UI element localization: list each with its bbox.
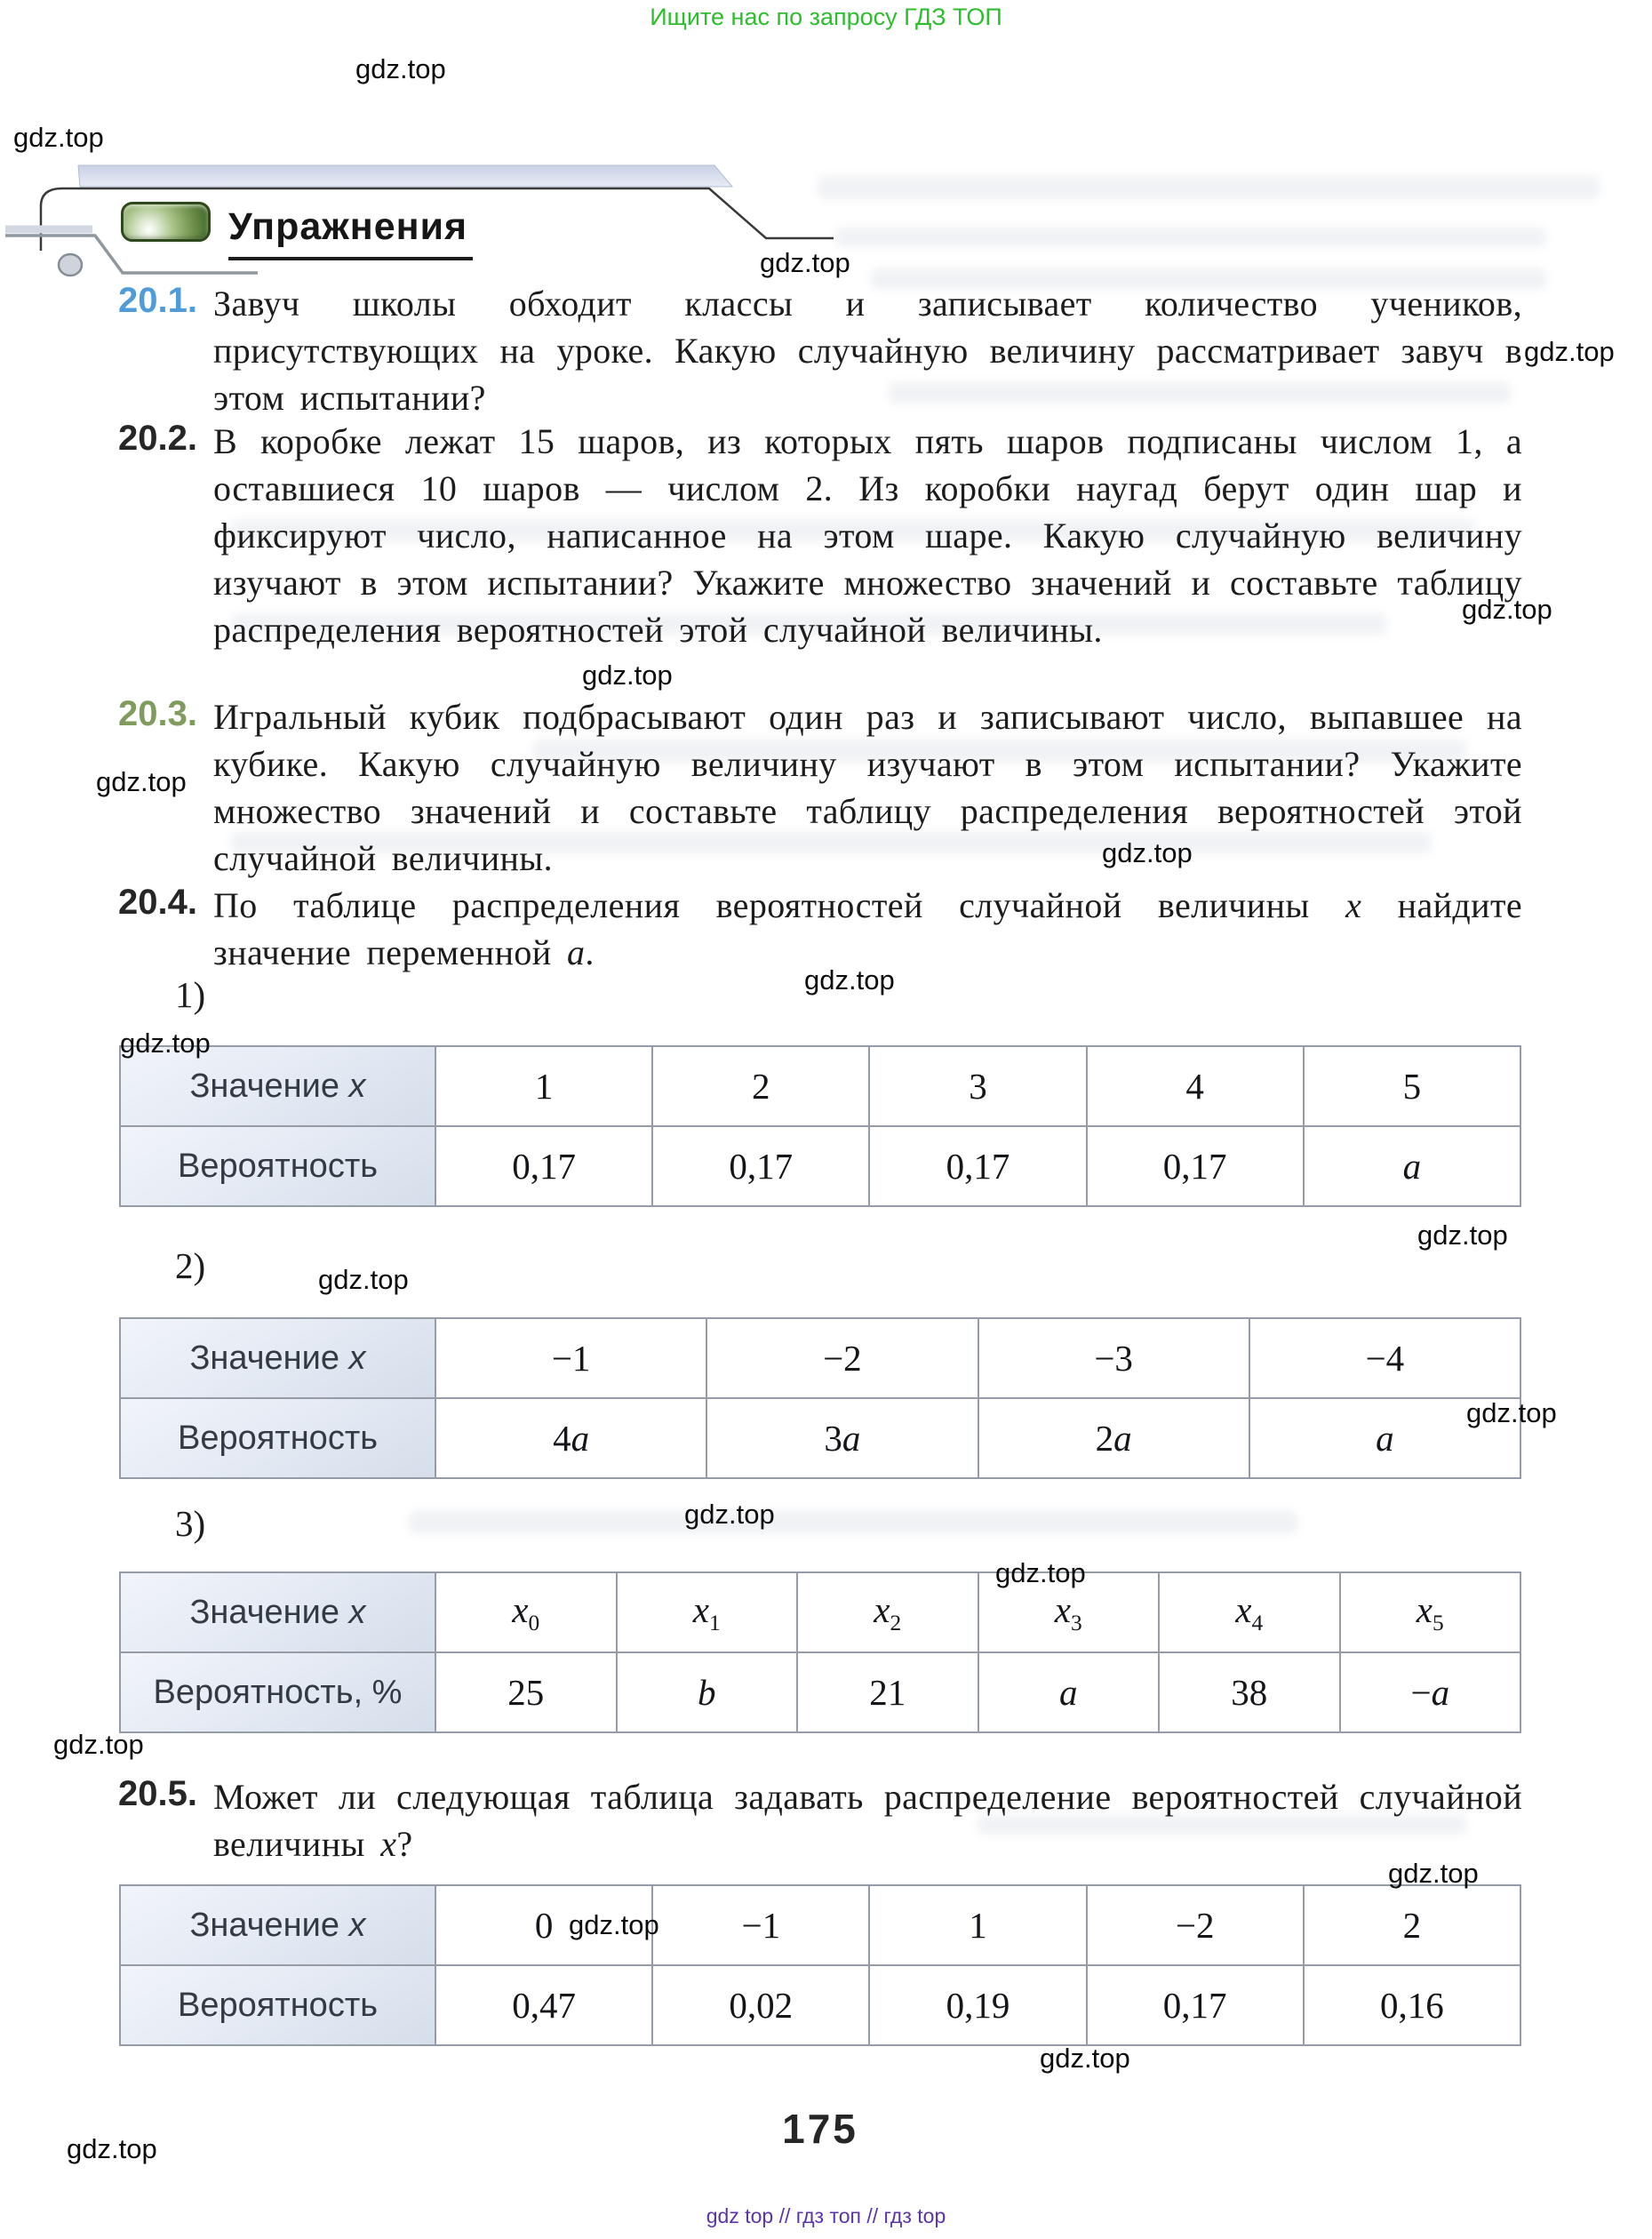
value-cell: 4 bbox=[1087, 1046, 1304, 1126]
exercise-badge-icon bbox=[121, 202, 211, 242]
watermark: gdz.top bbox=[1524, 336, 1615, 367]
watermark: gdz.top bbox=[96, 766, 187, 797]
problem-item-20-1 bbox=[118, 280, 1522, 421]
problem-number: 20.2. bbox=[118, 419, 197, 458]
problem-text: Может ли следующая таблица задавать распределение вероятностей случайной величины x? bbox=[213, 1777, 1522, 1864]
value-cell: 1 bbox=[869, 1885, 1086, 1965]
row-label-cell: Вероятность bbox=[120, 1126, 435, 1206]
watermark: gdz.top bbox=[1102, 837, 1193, 868]
table-row-values bbox=[120, 1572, 1520, 1652]
table-row-probabilities bbox=[120, 1398, 1520, 1478]
row-label-cell: Значение x bbox=[120, 1572, 435, 1652]
value-cell: $x_4$ bbox=[1159, 1572, 1340, 1652]
value-cell: −2 bbox=[1087, 1885, 1304, 1965]
value-cell: −a bbox=[1340, 1652, 1521, 1732]
table-row-values bbox=[120, 1046, 1520, 1126]
problem-item-20-4 bbox=[118, 882, 1522, 976]
problem-number: 20.5. bbox=[118, 1774, 197, 1813]
bleedthrough-artifact bbox=[409, 1511, 1297, 1534]
subitem-label-2: 2) bbox=[175, 1245, 206, 1286]
value-cell: 0,17 bbox=[435, 1126, 652, 1206]
value-cell: b bbox=[617, 1652, 798, 1732]
table-row-probabilities bbox=[120, 1965, 1520, 2045]
value-cell: 1 bbox=[435, 1046, 652, 1126]
watermark: gdz.top bbox=[53, 1729, 144, 1760]
problem-text: Игральный кубик подбрасывают один раз и записывают число, выпавшее на кубике. Какую случайную величину изучают в этом испытании? Укажите множество значений и составьте таблицу распределения вероятностей этой случайной величины. bbox=[213, 697, 1522, 878]
value-cell: 5 bbox=[1304, 1046, 1520, 1126]
value-cell: $x_3$ bbox=[978, 1572, 1160, 1652]
value-cell: 2 bbox=[652, 1046, 869, 1126]
watermark: gdz.top bbox=[995, 1557, 1086, 1588]
row-label-cell: Вероятность, % bbox=[120, 1652, 435, 1732]
watermark: gdz.top bbox=[1417, 1219, 1508, 1251]
row-label-cell: Вероятность bbox=[120, 1398, 435, 1478]
value-cell: 0 bbox=[435, 1885, 652, 1965]
value-cell: $x_2$ bbox=[797, 1572, 978, 1652]
value-cell: a bbox=[1304, 1126, 1520, 1206]
distribution-table-1 bbox=[119, 1045, 1521, 1207]
value-cell: 4a bbox=[435, 1398, 706, 1478]
row-label-cell: Значение x bbox=[120, 1318, 435, 1398]
watermark: gdz.top bbox=[13, 122, 104, 153]
value-cell: 21 bbox=[797, 1652, 978, 1732]
problem-text: По таблице распределения вероятностей случайной величины x найдите значение переменной a. bbox=[213, 885, 1522, 972]
watermark: gdz.top bbox=[804, 964, 895, 996]
value-cell: $x_0$ bbox=[435, 1572, 617, 1652]
row-label-cell: Значение x bbox=[120, 1885, 435, 1965]
problem-item-20-5 bbox=[118, 1773, 1522, 1867]
table-row-probabilities bbox=[120, 1652, 1520, 1732]
watermark: gdz.top bbox=[760, 247, 850, 278]
problem-number: 20.3. bbox=[118, 694, 197, 733]
watermark: gdz.top bbox=[684, 1499, 775, 1530]
distribution-table-4 bbox=[119, 1884, 1521, 2046]
value-cell: 0,17 bbox=[869, 1126, 1086, 1206]
subitem-label-3: 3) bbox=[175, 1503, 206, 1544]
watermark: gdz.top bbox=[1466, 1397, 1557, 1428]
problem-number: 20.4. bbox=[118, 883, 197, 922]
problem-item-20-3 bbox=[118, 693, 1522, 882]
value-cell: 3a bbox=[706, 1398, 978, 1478]
bleedthrough-artifact bbox=[818, 176, 1600, 199]
value-cell: −1 bbox=[652, 1885, 869, 1965]
watermark: gdz.top bbox=[318, 1264, 409, 1295]
footer-promo-text: gdz top // гдз топ // гдз top bbox=[706, 2204, 946, 2227]
table-row-values bbox=[120, 1318, 1520, 1398]
row-label-cell: Значение x bbox=[120, 1046, 435, 1126]
row-label-cell: Вероятность bbox=[120, 1965, 435, 2045]
watermark: gdz.top bbox=[1040, 2043, 1130, 2074]
value-cell: 0,17 bbox=[1087, 1126, 1304, 1206]
watermark: gdz.top bbox=[1388, 1858, 1479, 1889]
value-cell: −4 bbox=[1249, 1318, 1520, 1398]
value-cell: 0,19 bbox=[869, 1965, 1086, 2045]
watermark: gdz.top bbox=[355, 53, 446, 84]
value-cell: −1 bbox=[435, 1318, 706, 1398]
value-cell: 2a bbox=[978, 1398, 1249, 1478]
table-row-probabilities bbox=[120, 1126, 1520, 1206]
binder-hole-icon bbox=[59, 254, 82, 276]
bleedthrough-artifact bbox=[835, 228, 1546, 247]
value-cell: 0,02 bbox=[652, 1965, 869, 2045]
problem-text: Завуч школы обходит классы и записывает количество учеников, присутствующих на уроке. Какую случайную величину рассматривает завуч в этом испытании? bbox=[213, 284, 1522, 418]
distribution-table-3 bbox=[119, 1571, 1521, 1733]
table-row-values bbox=[120, 1885, 1520, 1965]
value-cell: 0,17 bbox=[1087, 1965, 1304, 2045]
problem-text: В коробке лежат 15 шаров, из которых пять шаров подписаны числом 1, а оставшиеся 10 шаров — числом 2. Из коробки наугад берут один шар и фиксируют число, написанное на этом шаре. Какую случайную величину изучают в этом испытании? Укажите множество значений и составьте таблицу распределения вероятностей этой случайной величины. bbox=[213, 421, 1522, 650]
value-cell: 3 bbox=[869, 1046, 1086, 1126]
value-cell: 25 bbox=[435, 1652, 617, 1732]
value-cell: a bbox=[978, 1652, 1160, 1732]
value-cell: 2 bbox=[1304, 1885, 1520, 1965]
value-cell: $x_1$ bbox=[617, 1572, 798, 1652]
watermark: gdz.top bbox=[569, 1909, 659, 1940]
watermark: gdz.top bbox=[1462, 594, 1552, 625]
page-number: 175 bbox=[782, 2106, 858, 2152]
distribution-table-2 bbox=[119, 1317, 1521, 1479]
subitem-label-1: 1) bbox=[175, 974, 206, 1015]
watermark: gdz.top bbox=[582, 660, 673, 691]
top-promo-text: Ищите нас по запросу ГДЗ ТОП bbox=[650, 4, 1002, 30]
watermark: gdz.top bbox=[67, 2133, 157, 2164]
value-cell: 0,47 bbox=[435, 1965, 652, 2045]
value-cell: a bbox=[1249, 1398, 1520, 1478]
value-cell: 38 bbox=[1159, 1652, 1340, 1732]
value-cell: −3 bbox=[978, 1318, 1249, 1398]
problem-number: 20.1. bbox=[118, 281, 197, 320]
value-cell: −2 bbox=[706, 1318, 978, 1398]
watermark: gdz.top bbox=[120, 1028, 211, 1059]
section-title: Упражнения bbox=[228, 205, 473, 260]
problem-item-20-2 bbox=[118, 418, 1522, 653]
value-cell: 0,17 bbox=[652, 1126, 869, 1206]
value-cell: 0,16 bbox=[1304, 1965, 1520, 2045]
value-cell: $x_5$ bbox=[1340, 1572, 1521, 1652]
